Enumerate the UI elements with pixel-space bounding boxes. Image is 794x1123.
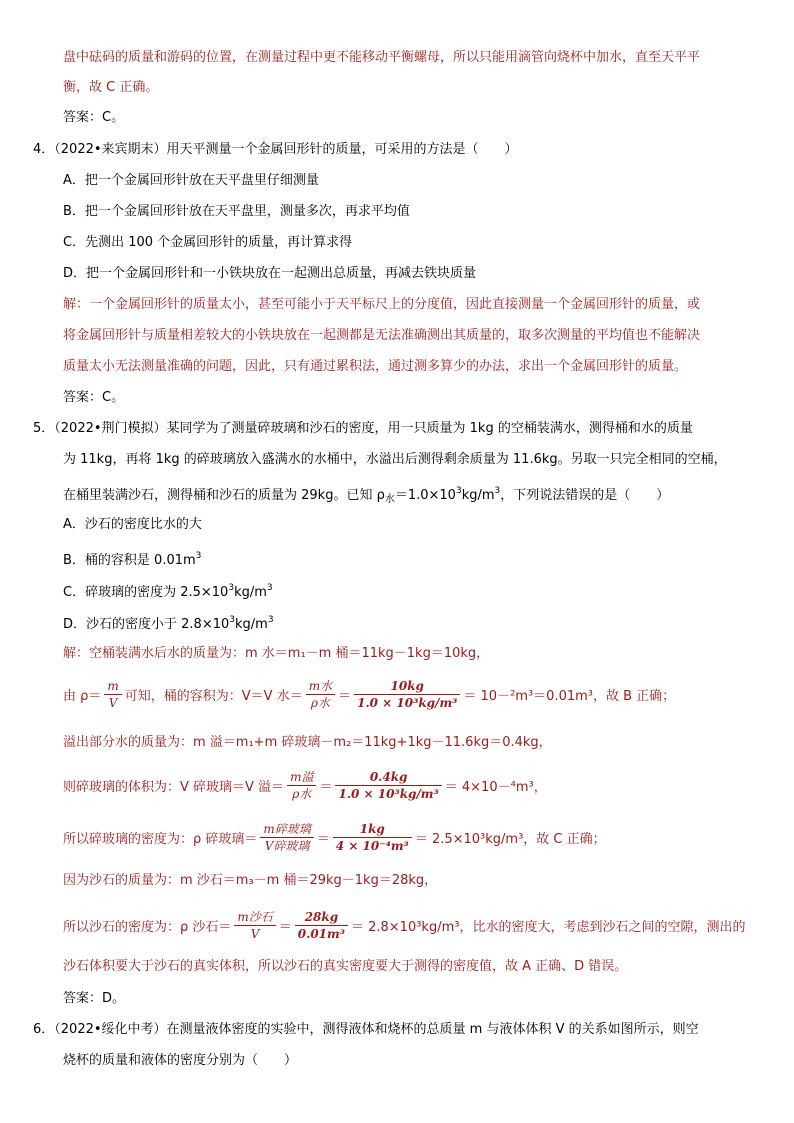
q5-solution-line-4: 则碎玻璃的体积为：V 碎玻璃＝V 溢＝ $\frac{\text{m溢}}{\text{ρ水}}$ ＝ $\frac{0.4kg}{\text{1.0 × 10³kg/m³}}$ ＝ 4×10－⁴m³， — [63, 769, 547, 801]
q5-option-d-sup: 3 — [229, 615, 235, 625]
fraction-denominator: 0.01m³ — [297, 926, 345, 941]
q4-option-d: D．把一个金属回形针和一小铁块放在一起测出总质量，再减去铁块质量 — [63, 266, 477, 281]
formula-text: 可知，桶的容积为：V＝V 水＝ — [124, 688, 303, 704]
formula-text: ＝ 2.8×10³kg/m³，比水的密度大，考虑到沙石之间的空隙，测出的 — [350, 919, 746, 935]
fraction-denominator: 1.0 × 10³kg/m³ — [357, 695, 458, 710]
q4-option-b: B．把一个金属回形针放在天平盘里，测量多次，再求平均值 — [63, 204, 410, 219]
q4-answer: 答案：C。 — [63, 390, 125, 405]
formula-text: ＝ 4×10－⁴m³， — [444, 779, 547, 795]
q5-option-d-sup: 3 — [267, 615, 274, 625]
prev-answer: 答案：C。 — [63, 110, 125, 125]
q5-stem-line-1: 5．（2022•荆门模拟）某同学为了测量碎玻璃和沙石的密度，用一只质量为 1kg 的空桶装满水，测得桶和水的质量 — [33, 421, 693, 436]
q5-stem-text: ，下列说法错误的是（ ） — [500, 488, 670, 503]
q4-solution-line-3: 质量太小无法测量准确的问题，因此，只有通过累积法，通过测多算少的办法，求出一个金属回形针的质量。 — [63, 359, 688, 374]
q5-stem-text: ＝1.0×10 — [394, 488, 456, 503]
fraction-denominator: 4 × 10⁻⁴m³ — [335, 838, 409, 853]
formula-text: 所以沙石的密度为：ρ 沙石＝ — [63, 919, 232, 935]
q5-solution-line-8: 沙石体积要大于沙石的真实体积，所以沙石的真实密度要大于测得的密度值，故 A 正确、D 错误。 — [63, 959, 628, 974]
q5-option-c-sup: 3 — [266, 583, 273, 593]
fraction-denominator: ρ水 — [292, 786, 312, 801]
q5-stem-line-2: 为 11kg，再将 1kg 的碎玻璃放入盛满水的水桶中，水溢出后测得剩余质量为 11.6kg。另取一只完全相同的空桶， — [63, 452, 727, 467]
fraction-numerator: m碎玻璃 — [260, 821, 313, 838]
q5-stem-sub: 水 — [384, 494, 395, 505]
q4-option-a: A．把一个金属回形针放在天平盘里仔细测量 — [63, 173, 319, 188]
prev-solution-line-1: 盘中砝码的质量和游码的位置，在测量过程中更不能移动平衡螺母，所以只能用滴管向烧杯中加水，直至天平平 — [63, 50, 701, 65]
fraction-numerator: 1kg — [333, 821, 412, 838]
q6-stem-line-2: 烧杯的质量和液体的密度分别为（ ） — [63, 1053, 298, 1068]
fraction — [306, 678, 335, 711]
formula-text: 则碎玻璃的体积为：V 碎玻璃＝V 溢＝ — [63, 779, 285, 795]
q5-solution-line-3: 溢出部分水的质量为：m 溢＝m₁+m 碎玻璃－m₂＝11kg+1kg－11.6kg＝0.4kg， — [63, 735, 552, 750]
q5-solution-line-6: 因为沙石的质量为：m 沙石＝m₃－m 桶＝29kg－1kg＝28kg， — [63, 873, 438, 888]
q4-stem: 4．（2022•来宾期末）用天平测量一个金属回形针的质量，可采用的方法是（ ） — [33, 142, 518, 157]
fraction-numerator: m — [104, 678, 121, 695]
fraction-denominator: ρ水 — [310, 695, 330, 710]
q5-option-c-sup: 3 — [228, 583, 235, 593]
q4-solution-line-2: 将金属回形针与质量相差较大的小铁块放在一起测都是无法准确测出其质量的，取多次测量的平均值也不能解决 — [63, 328, 701, 343]
formula-text: 所以碎玻璃的密度为：ρ 碎玻璃＝ — [63, 831, 258, 847]
q5-option-d — [63, 610, 274, 635]
q5-stem-line-3 — [63, 481, 669, 510]
fraction-numerator: m水 — [306, 678, 335, 695]
fraction-numerator: 10kg — [354, 678, 460, 695]
fraction — [333, 821, 412, 854]
q5-solution-line-2: 由 ρ＝ $\frac{m}{V}$ 可知，桶的容积为：V＝V 水＝ $\frac{\text{m水}}{\text{ρ水}}$ ＝ $\frac{10kg}{\text{1.0 × 10³kg/m³}}$ ＝ 10－²m³＝0.01m³，故 B 正确； — [63, 678, 676, 710]
q5-answer: 答案：D。 — [63, 991, 126, 1006]
prev-solution-line-2: 衡，故 C 正确。 — [63, 80, 159, 95]
fraction-denominator: V — [250, 926, 260, 941]
fraction — [335, 769, 441, 802]
fraction — [104, 678, 121, 711]
q5-option-b — [63, 546, 201, 571]
formula-text: ＝ 10－²m³＝0.01m³，故 B 正确； — [463, 688, 676, 704]
fraction-denominator: 1.0 × 10³kg/m³ — [338, 786, 439, 801]
fraction — [234, 909, 275, 942]
q5-option-b-sup: 3 — [195, 551, 202, 561]
q5-stem-sup: 3 — [494, 486, 501, 496]
fraction — [260, 821, 313, 854]
q5-option-c — [63, 578, 273, 603]
fraction — [287, 769, 316, 802]
fraction-denominator: V — [108, 695, 118, 710]
fraction-denominator: V碎玻璃 — [264, 838, 310, 853]
formula-text: ＝ 2.5×10³kg/m³，故 C 正确； — [414, 831, 606, 847]
q5-option-a: A．沙石的密度比水的大 — [63, 517, 202, 532]
q5-option-c-text: kg/m — [234, 585, 267, 600]
fraction-numerator: 28kg — [295, 909, 348, 926]
fraction — [295, 909, 348, 942]
q4-solution-line-1: 解：一个金属回形针的质量太小，甚至可能小于天平标尺上的分度值，因此直接测量一个金属回形针的质量，或 — [63, 297, 701, 312]
q5-option-c-text: C．碎玻璃的密度为 2.5×10 — [63, 585, 229, 600]
fraction-numerator: m沙石 — [234, 909, 275, 926]
q5-solution-line-5: 所以碎玻璃的密度为：ρ 碎玻璃＝ $\frac{\text{m碎玻璃}}{\text{V碎玻璃}}$ ＝ $\frac{1kg}{\text{4 × 10⁻⁴m³}}$ ＝ 2.5×10³kg/m³，故 C 正确； — [63, 821, 606, 853]
q5-solution-line-7: 所以沙石的密度为：ρ 沙石＝ $\frac{\text{m沙石}}{V}$ ＝ $\frac{28kg}{\text{0.01m³}}$ ＝ 2.8×10³kg/m³，比水的密度大，考虑到沙石之间的空隙，测出的 — [63, 909, 746, 941]
formula-text: 由 ρ＝ — [63, 688, 102, 704]
q5-solution-line-1: 解：空桶装满水后水的质量为：m 水＝m₁－m 桶＝11kg－1kg＝10kg， — [63, 646, 490, 661]
q5-option-d-text: kg/m — [235, 617, 268, 632]
q5-stem-text: 在桶里装满沙石，测得桶和沙石的质量为 29kg。已知 ρ — [63, 488, 385, 503]
fraction — [354, 678, 460, 711]
q5-stem-sup: 3 — [455, 486, 462, 496]
fraction-numerator: 0.4kg — [335, 769, 441, 786]
q5-stem-text: kg/m — [461, 488, 495, 503]
q4-option-c: C．先测出 100 个金属回形针的质量，再计算求得 — [63, 235, 353, 250]
q5-option-d-text: D．沙石的密度小于 2.8×10 — [63, 617, 230, 632]
q6-stem-line-1: 6．（2022•绥化中考）在测量液体密度的实验中，测得液体和烧杯的总质量 m 与液体体积 V 的关系如图所示，则空 — [33, 1022, 699, 1037]
fraction-numerator: m溢 — [287, 769, 316, 786]
q5-option-b-text: B．桶的容积是 0.01m — [63, 553, 196, 568]
